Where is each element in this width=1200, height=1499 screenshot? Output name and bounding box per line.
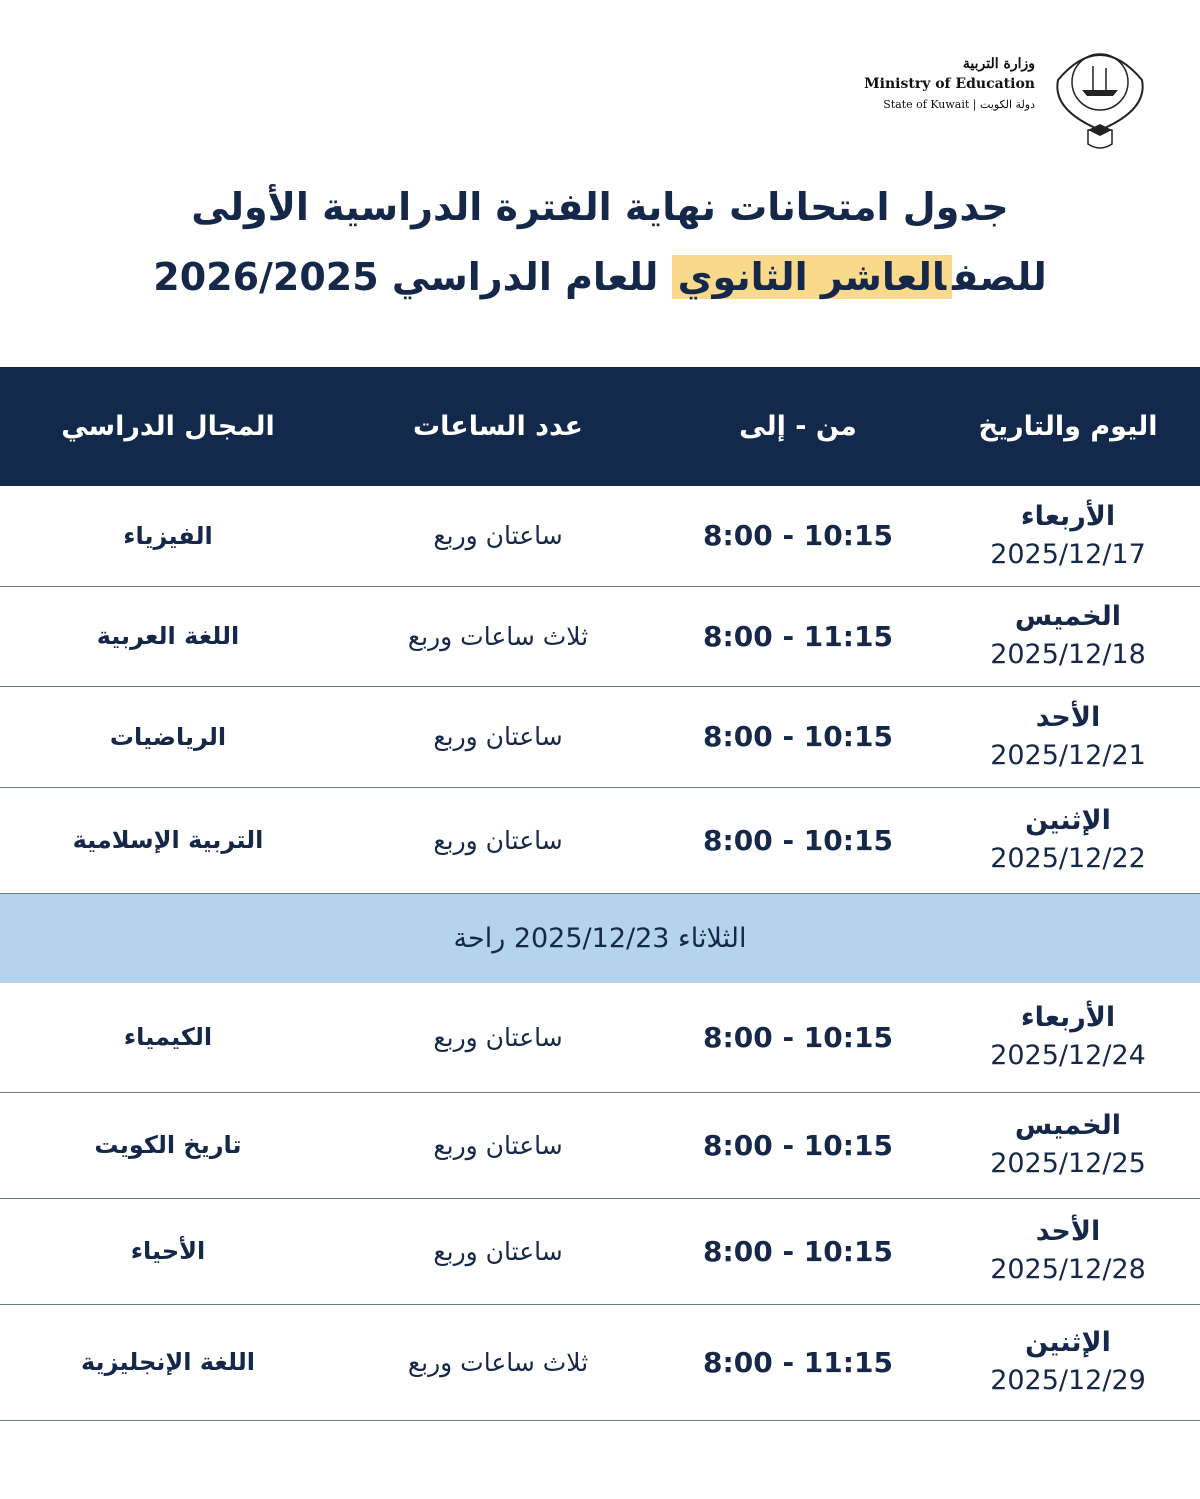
duration: ثلاث ساعات وربع: [336, 586, 660, 686]
day: الإثنين: [1025, 805, 1111, 836]
duration: ساعتان وربع: [336, 787, 660, 893]
day: الإثنين: [1025, 1327, 1111, 1358]
time-range: 8:00 - 10:15: [660, 1198, 936, 1304]
table-row: [0, 787, 1200, 893]
rest-day-row: [0, 893, 1200, 983]
duration: ساعتان وربع: [336, 1092, 660, 1198]
time-range: 8:00 - 10:15: [660, 787, 936, 893]
subject: الفيزياء: [0, 486, 336, 586]
day-date-cell: [936, 787, 1200, 893]
table-row: [0, 1092, 1200, 1198]
subject: الأحياء: [0, 1198, 336, 1304]
day-date-cell: [936, 983, 1200, 1092]
kuwait-emblem-logo: [1038, 40, 1162, 152]
date: 2025/12/18: [990, 639, 1146, 670]
subject: التربية الإسلامية: [0, 787, 336, 893]
rest-day-label: الثلاثاء 2025/12/23 راحة: [0, 893, 1200, 983]
table-row: [0, 586, 1200, 686]
day-date-cell: [936, 1092, 1200, 1198]
duration: ساعتان وربع: [336, 686, 660, 787]
table-row: [0, 486, 1200, 586]
table-row: [0, 983, 1200, 1092]
time-range: 8:00 - 11:15: [660, 586, 936, 686]
day: الأربعاء: [1020, 1002, 1116, 1034]
day: الأحد: [1035, 1216, 1101, 1247]
day: الأحد: [1035, 701, 1101, 733]
page-title: [0, 172, 1200, 312]
subject: الرياضيات: [0, 686, 336, 787]
subject: اللغة العربية: [0, 586, 336, 686]
day-date-cell: [936, 486, 1200, 586]
table-row: [0, 1198, 1200, 1304]
header-day-date: اليوم والتاريخ: [936, 367, 1200, 486]
date: 2025/12/17: [990, 538, 1146, 570]
day: الأربعاء: [1020, 500, 1116, 532]
duration: ساعتان وربع: [336, 1198, 660, 1304]
date: 2025/12/24: [990, 1040, 1146, 1072]
header-time: من - إلى: [660, 367, 936, 486]
day: الخميس: [1014, 1110, 1122, 1141]
day-date-cell: [936, 1198, 1200, 1304]
date: 2025/12/21: [990, 739, 1146, 771]
header-hours: عدد الساعات: [336, 367, 660, 486]
header-subject: المجال الدراسي: [0, 367, 336, 486]
time-range: 8:00 - 10:15: [660, 983, 936, 1092]
day: الخميس: [1014, 601, 1122, 632]
state-en: State of Kuwait: [883, 98, 970, 111]
date: 2025/12/28: [990, 1254, 1146, 1285]
date: 2025/12/25: [990, 1148, 1146, 1179]
separator: |: [972, 98, 977, 111]
ministry-name-ar: وزارة التربية: [962, 56, 1035, 72]
ministry-name-en: Ministry of Education: [864, 76, 1035, 92]
exam-schedule-table: [0, 367, 1200, 1421]
title-post: للعام الدراسي 2026/2025: [153, 255, 659, 299]
subject: تاريخ الكويت: [0, 1092, 336, 1198]
state-ar: دولة الكويت: [980, 98, 1035, 111]
ministry-block: [864, 56, 1035, 111]
title-highlight: العاشر الثانوي: [672, 255, 953, 299]
time-range: 8:00 - 11:15: [660, 1304, 936, 1420]
duration: ساعتان وربع: [336, 983, 660, 1092]
title-line-1: جدول امتحانات نهاية الفترة الدراسية الأولى: [191, 185, 1009, 229]
day-date-cell: [936, 686, 1200, 787]
time-range: 8:00 - 10:15: [660, 486, 936, 586]
day-date-cell: [936, 586, 1200, 686]
time-range: 8:00 - 10:15: [660, 1092, 936, 1198]
duration: ثلاث ساعات وربع: [336, 1304, 660, 1420]
subject: الكيمياء: [0, 983, 336, 1092]
duration: ساعتان وربع: [336, 486, 660, 586]
date: 2025/12/29: [990, 1365, 1146, 1396]
title-line-2: [0, 242, 1200, 312]
table-row: [0, 1304, 1200, 1420]
title-pre: للصف: [952, 255, 1047, 299]
time-range: 8:00 - 10:15: [660, 686, 936, 787]
date: 2025/12/22: [990, 843, 1146, 874]
subject: اللغة الإنجليزية: [0, 1304, 336, 1420]
table-row: [0, 686, 1200, 787]
day-date-cell: [936, 1304, 1200, 1420]
